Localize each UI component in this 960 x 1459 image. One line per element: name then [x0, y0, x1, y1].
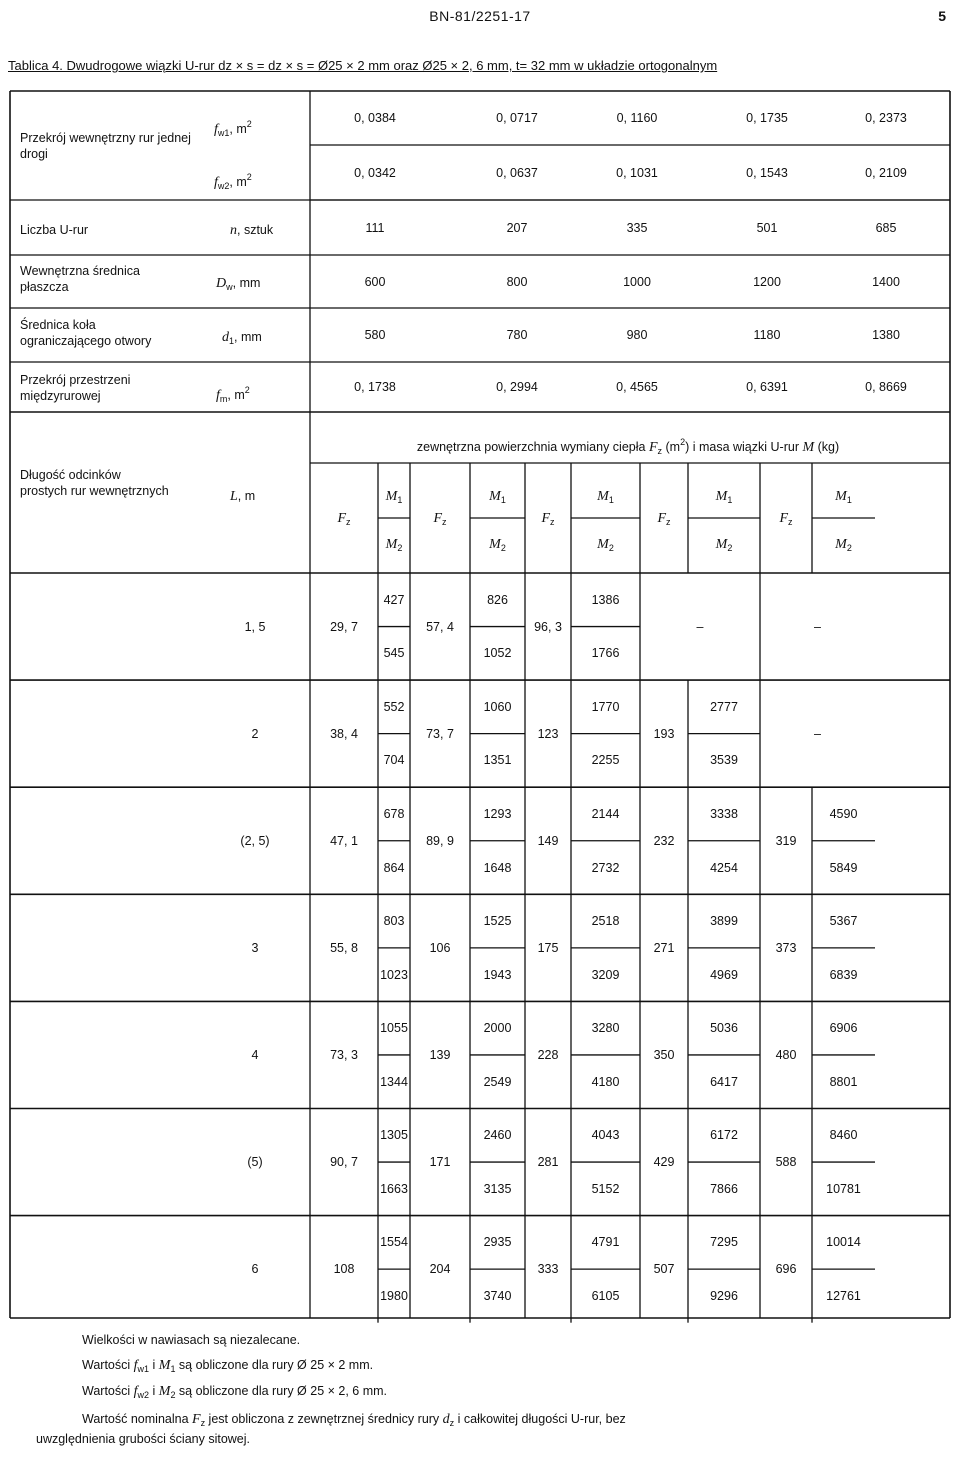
header-m1: $M_1$	[835, 489, 852, 505]
cell-m1: 1293	[483, 806, 512, 821]
param-value: 0, 4565	[616, 380, 658, 394]
cell-m1: 5367	[829, 914, 858, 929]
label-length: Długość odcinków prostych rur wewnętrznych	[20, 468, 169, 498]
row-length: (5)	[247, 1155, 263, 1170]
cell-fz: 281	[537, 1155, 559, 1170]
cell-fz: 373	[775, 940, 797, 955]
table-title: Tablica 4. Dwudrogowe wiązki U-rur dz × s = dz × s = Ø25 × 2 mm oraz Ø25 × 2, 6 mm, t= 32 mm w układzie ortogonalnym	[8, 58, 718, 73]
cell-fz: 38, 4	[330, 726, 358, 741]
cell-m1: 2518	[591, 914, 620, 929]
header-fz: $F_z$	[433, 511, 447, 527]
label-tube-count: Liczba U-rur	[20, 223, 89, 237]
param-value: 0, 8669	[865, 380, 907, 394]
cell-m1: 2777	[710, 699, 738, 714]
header-m1: $M_1$	[489, 489, 506, 505]
cell-m2: 1023	[380, 967, 408, 982]
cell-empty: –	[814, 726, 821, 741]
cell-m2: 864	[383, 860, 405, 875]
cell-m2: 1766	[591, 646, 620, 661]
cell-m1: 8460	[829, 1128, 858, 1143]
cell-m1: 3280	[591, 1021, 620, 1036]
cell-m1: 4590	[829, 806, 858, 821]
symbol-fw1: $f_{w1}$, $m^2$	[214, 119, 252, 138]
param-value: 1000	[623, 274, 651, 289]
param-value: 0, 0717	[496, 111, 538, 125]
param-value: 335	[626, 220, 648, 235]
param-value: 0, 1735	[746, 111, 788, 125]
label-circle-diameter: Średnica koła ograniczającego otwory	[20, 318, 152, 348]
cell-m2: 7866	[710, 1181, 738, 1196]
param-value: 1200	[753, 274, 781, 289]
header-m1: $M_1$	[597, 489, 614, 505]
cell-fz: 108	[333, 1262, 355, 1277]
cell-m1: 1055	[380, 1021, 408, 1036]
cell-m1: 803	[383, 914, 405, 929]
param-value: 0, 0637	[496, 165, 538, 180]
cell-m1: 2000	[483, 1021, 512, 1036]
cell-m1: 552	[383, 699, 405, 714]
cell-fz: 89, 9	[426, 833, 454, 848]
cell-fz: 507	[653, 1262, 675, 1277]
cell-m2: 5849	[829, 860, 858, 875]
cell-m2: 4180	[591, 1074, 620, 1089]
cell-m1: 1305	[380, 1128, 408, 1143]
cell-m2: 2549	[483, 1074, 512, 1089]
cell-fz: 171	[429, 1155, 451, 1170]
row-length: (2, 5)	[240, 833, 270, 848]
cell-m2: 5152	[591, 1181, 620, 1196]
cell-fz: 90, 7	[330, 1155, 358, 1170]
label-shell-diameter: Wewnętrzna średnica płaszcza	[20, 264, 140, 294]
cell-m1: 7295	[710, 1235, 738, 1250]
cell-m2: 704	[383, 753, 405, 768]
cell-fz: 480	[775, 1047, 797, 1062]
cell-fz: 149	[537, 833, 559, 848]
note-4: Wartość nominalna $F_z$ jest obliczona z zewnętrznej średnicy rury $d_z$ i całkowitej długości U-rur, bez	[82, 1412, 626, 1428]
cell-m1: 10014	[826, 1235, 861, 1250]
cell-m2: 1344	[380, 1074, 408, 1089]
cell-fz: 350	[653, 1047, 675, 1062]
label-interspace: Przekrój przestrzeni międzyrurowej	[20, 373, 131, 403]
symbol-n: n, sztuk	[230, 223, 274, 238]
cell-m2: 3209	[591, 967, 620, 982]
row-length: 2	[251, 726, 259, 741]
param-value: 1180	[753, 328, 781, 342]
cell-m1: 5036	[710, 1021, 738, 1036]
symbol-L: L, m	[230, 489, 256, 504]
param-value: 685	[875, 220, 897, 235]
cell-m2: 6105	[591, 1288, 620, 1303]
cell-m1: 826	[487, 592, 508, 607]
param-value: 0, 0342	[354, 165, 396, 180]
symbol-d1: $d_1$, mm	[222, 330, 262, 346]
cell-m1: 6172	[710, 1128, 738, 1143]
param-value: 0, 2109	[865, 165, 907, 180]
cell-empty: –	[814, 619, 821, 634]
param-value: 600	[364, 274, 386, 289]
cell-m2: 4969	[710, 967, 738, 982]
cell-m2: 12761	[826, 1288, 861, 1303]
param-value: 1400	[872, 274, 900, 289]
cell-fz: 73, 7	[426, 726, 454, 741]
cell-fz: 271	[653, 940, 675, 955]
cell-fz: 29, 7	[330, 619, 358, 634]
header-fz: $F_z$	[337, 511, 351, 527]
cell-m2: 1663	[380, 1181, 408, 1196]
cell-empty: –	[696, 619, 704, 634]
param-value: 0, 1543	[746, 165, 788, 180]
cell-m1: 6906	[829, 1021, 858, 1036]
param-value: 0, 1031	[616, 165, 658, 180]
cell-fz: 319	[775, 833, 797, 848]
cell-m1: 4791	[591, 1235, 620, 1250]
cell-m2: 1980	[380, 1288, 408, 1303]
row-length: 1, 5	[244, 619, 266, 634]
label-cross-section: Przekrój wewnętrzny rur jednej drogi	[20, 131, 191, 161]
header-m2: $M_2$	[489, 537, 506, 553]
cell-m2: 6839	[829, 967, 858, 982]
symbol-fw2: $f_{w2}$, $m^2$	[214, 172, 252, 191]
header-m2: $M_2$	[715, 537, 733, 553]
param-value: 980	[626, 328, 648, 342]
param-value: 0, 6391	[746, 380, 788, 394]
row-length: 6	[251, 1262, 259, 1277]
param-value: 207	[506, 220, 528, 235]
cell-fz: 228	[537, 1047, 559, 1062]
param-value: 780	[506, 328, 528, 342]
cell-fz: 193	[653, 726, 675, 741]
cell-fz: 204	[429, 1262, 451, 1277]
cell-m1: 678	[383, 806, 405, 821]
cell-fz: 96, 3	[534, 619, 562, 634]
row-length: 4	[251, 1047, 259, 1062]
cell-m1: 2935	[483, 1235, 512, 1250]
header-m1: $M_1$	[715, 489, 733, 505]
cell-m1: 1554	[380, 1235, 408, 1250]
header-fz: $F_z$	[779, 511, 793, 527]
cell-fz: 139	[429, 1047, 451, 1062]
header-fz: $F_z$	[541, 511, 555, 527]
cell-fz: 55, 8	[330, 940, 358, 955]
cell-m1: 1386	[591, 592, 620, 607]
cell-fz: 57, 4	[426, 619, 454, 634]
cell-m1: 1770	[591, 699, 620, 714]
cell-fz: 588	[775, 1155, 797, 1170]
param-value: 1380	[872, 328, 900, 342]
cell-m2: 1052	[483, 646, 512, 661]
cell-fz: 106	[429, 940, 451, 955]
cell-m2: 1351	[483, 753, 512, 768]
param-value: 0, 0384	[354, 111, 396, 125]
symbol-fm: $f_m$, $m^2$	[216, 385, 250, 404]
cell-m2: 1648	[483, 860, 512, 875]
cell-m1: 427	[383, 592, 405, 607]
cell-m1: 2460	[483, 1128, 512, 1143]
cell-fz: 696	[775, 1262, 797, 1277]
cell-m1: 1525	[483, 914, 512, 929]
cell-m2: 3135	[483, 1181, 512, 1196]
cell-fz: 429	[653, 1155, 675, 1170]
param-value: 0, 2994	[496, 380, 538, 394]
cell-m2: 10781	[826, 1181, 861, 1196]
cell-m2: 8801	[829, 1074, 858, 1089]
row-length: 3	[251, 940, 259, 955]
page-number: 5	[938, 8, 946, 24]
cell-m2: 9296	[710, 1288, 738, 1303]
cell-fz: 73, 3	[330, 1047, 358, 1062]
cell-m2: 3740	[483, 1288, 512, 1303]
param-value: 0, 2373	[865, 111, 907, 125]
cell-m2: 6417	[710, 1074, 738, 1089]
note-1: Wielkości w nawiasach są niezalecane.	[82, 1333, 301, 1347]
cell-m2: 1943	[483, 967, 512, 982]
cell-fz: 232	[653, 833, 675, 848]
cell-m2: 545	[383, 646, 405, 661]
cell-fz: 47, 1	[330, 833, 358, 848]
param-value: 0, 1160	[616, 111, 658, 125]
symbol-dw: $D_w$, mm	[216, 276, 261, 292]
param-value: 580	[364, 328, 386, 342]
cell-m1: 3338	[710, 806, 738, 821]
span-header: zewnętrzna powierzchnia wymiany ciepła $F_z$ $(m^2)$ i masa wiązki U-rur M (kg)	[416, 437, 840, 456]
param-value: 111	[365, 220, 385, 235]
cell-m2: 4254	[710, 860, 738, 875]
document-code: BN-81/2251-17	[429, 8, 531, 24]
cell-fz: 175	[537, 940, 559, 955]
header-m2: $M_2$	[597, 537, 614, 553]
cell-fz: 123	[537, 726, 559, 741]
note-2: Wartości $f_{w1}$ i $M_1$ są obliczone dla rury Ø 25 × 2 mm.	[82, 1358, 374, 1374]
note-3: Wartości $f_{w2}$ i $M_2$ są obliczone dla rury Ø 25 × 2, 6 mm.	[82, 1384, 388, 1400]
cell-m1: 1060	[483, 699, 512, 714]
param-value: 0, 1738	[354, 380, 396, 394]
cell-fz: 333	[537, 1262, 559, 1277]
param-value: 800	[506, 274, 528, 289]
cell-m1: 2144	[591, 806, 620, 821]
cell-m2: 2255	[591, 753, 620, 768]
cell-m2: 3539	[710, 753, 738, 768]
header-m2: $M_2$	[385, 537, 403, 553]
note-5: uwzględnienia grubości ściany sitowej.	[36, 1432, 251, 1446]
header-m2: $M_2$	[835, 537, 852, 553]
cell-m1: 4043	[591, 1128, 620, 1143]
cell-m1: 3899	[710, 914, 738, 929]
param-value: 501	[756, 220, 778, 235]
header-m1: $M_1$	[385, 489, 403, 505]
cell-m2: 2732	[591, 860, 620, 875]
header-fz: $F_z$	[657, 511, 671, 527]
